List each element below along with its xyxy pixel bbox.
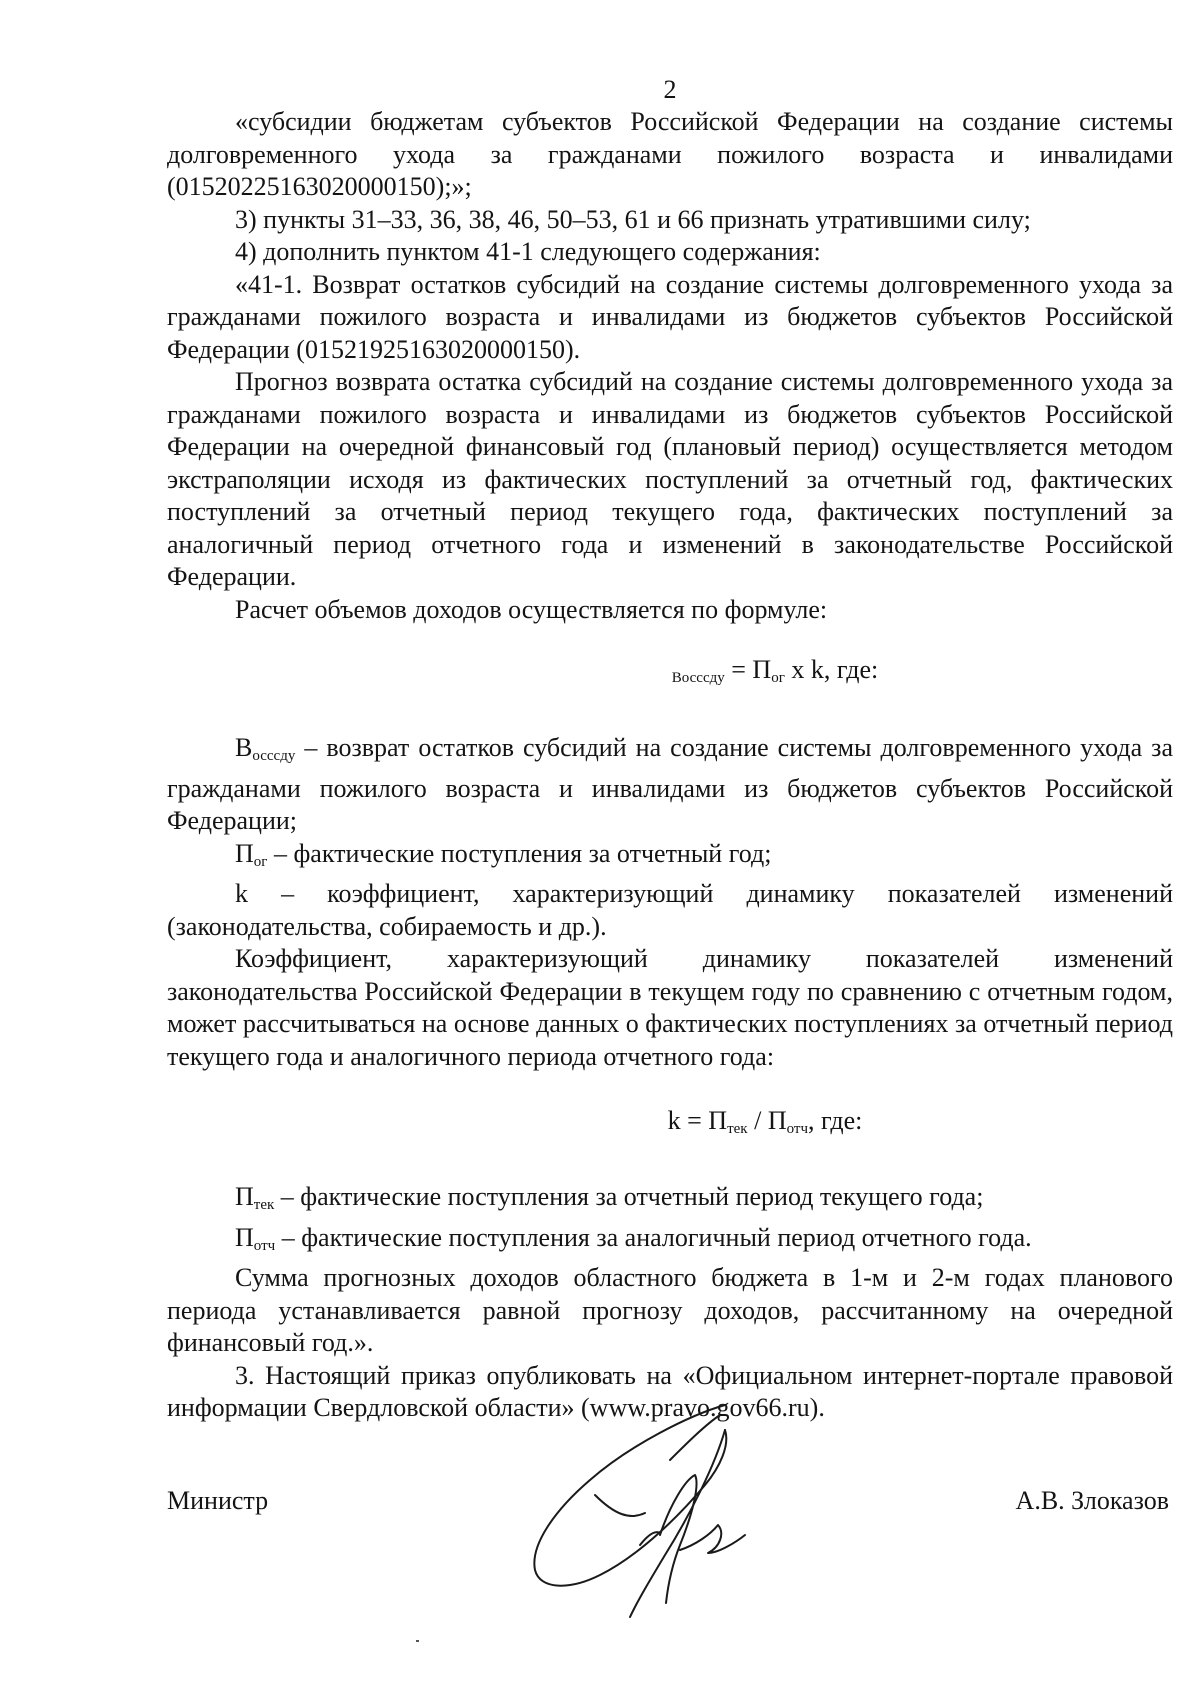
formula-subscript-tek: тек bbox=[727, 1121, 748, 1137]
formula-lhs-subscript: Воссcду bbox=[671, 670, 725, 686]
definition-symbol: П bbox=[235, 838, 254, 868]
paragraph-subsidies: «субсидии бюджетам субъектов Российской Федерации на создание системы долговременного ухода за гражданами пожилого возраста и инвалидами (01520225163020000150);»; bbox=[167, 107, 1173, 201]
definition-k: k – коэффициент, характеризующий динамику показателей изменений (законодательства, собираемость и др.). bbox=[167, 879, 1173, 941]
formula-return bbox=[167, 654, 1173, 694]
definition-subscript: ог bbox=[253, 853, 268, 870]
scan-speck bbox=[416, 1640, 419, 1642]
formula-rest: , где: bbox=[808, 1106, 863, 1135]
signatory-name: А.В. Злоказов bbox=[1015, 1485, 1169, 1515]
definition-ptek bbox=[167, 1181, 1173, 1222]
formula-subscript-otch: отч bbox=[786, 1121, 808, 1137]
definition-subscript: оссcду bbox=[252, 748, 296, 764]
definition-symbol: П bbox=[235, 1222, 254, 1252]
definition-pog bbox=[167, 838, 1173, 879]
page-number: 2 bbox=[663, 75, 677, 104]
paragraph-coefficient: Коэффициент, характеризующий динамику показателей изменений законодательства Российской Федерации в текущем году по сравнению с отчетным годом, может рассчитываться на основе данных о фактических поступлениях за отчетный период текущего года и аналогичного периода отчетного года: bbox=[167, 944, 1173, 1071]
definition-text: – фактические поступления за аналогичный период отчетного года. bbox=[275, 1222, 1032, 1252]
definition-text: – фактические поступления за отчетный год; bbox=[267, 838, 772, 868]
formula-p-subscript: ог bbox=[771, 670, 785, 686]
formula-divide: / П bbox=[747, 1106, 787, 1135]
document-body bbox=[167, 74, 1173, 1525]
formula-equals: = П bbox=[724, 655, 772, 684]
paragraph-41-1: «41-1. Возврат остатков субсидий на создание системы долговременного ухода за гражданами пожилого возраста и инвалидами из бюджетов субъектов Российской Федерации (01521925163020000150). bbox=[167, 269, 1173, 364]
paragraph-formula-intro: Расчет объемов доходов осуществляется по формуле: bbox=[235, 594, 828, 624]
paragraph-point-4: 4) дополнить пунктом 41-1 следующего содержания: bbox=[235, 237, 821, 266]
handwritten-signature bbox=[520, 1385, 800, 1625]
formula-rest: x k, где: bbox=[784, 655, 879, 684]
definition-text: – фактические поступления за отчетный период текущего года; bbox=[274, 1182, 984, 1211]
definition-vosscdu bbox=[167, 732, 1173, 838]
definition-potch bbox=[167, 1222, 1173, 1263]
definition-subscript: отч bbox=[253, 1237, 276, 1254]
paragraph-point-3: 3) пункты 31–33, 36, 38, 46, 50–53, 61 и 66 признать утратившими силу; bbox=[235, 204, 1031, 234]
definition-subscript: тек bbox=[253, 1197, 275, 1213]
definition-symbol: В bbox=[235, 733, 253, 762]
definition-text: – возврат остатков субсидий на создание системы долговременного ухода за гражданами пожилого возраста и инвалидами из бюджетов субъектов Российской Федерации; bbox=[167, 733, 1173, 835]
paragraph-forecast: Прогноз возврата остатка субсидий на создание системы долговременного ухода за гражданами пожилого возраста и инвалидами из бюджетов субъектов Российской Федерации на очередной финансовый год (плановый период) осуществляется методом экстраполяции исходя из фактических поступлений за отчетный год, фактических поступлений за отчетный период текущего года, фактических поступлений за аналогичный период отчетного года и изменений в законодательстве Российской Федерации. bbox=[167, 367, 1173, 591]
signatory-position: Министр bbox=[167, 1485, 269, 1515]
paragraph-publish: 3. Настоящий приказ опубликовать на «Официальном интернет-портале правовой информации Свердловской области» (www.pravo.gov66.ru). bbox=[167, 1360, 1173, 1422]
paragraph-forecast-sum: Сумма прогнозных доходов областного бюджета в 1-м и 2-м годах планового периода устанавливается равной прогнозу доходов, рассчитанному на очередной финансовый год.». bbox=[167, 1263, 1173, 1357]
formula-coefficient bbox=[167, 1105, 1173, 1145]
formula-k-lead: k = П bbox=[667, 1106, 728, 1135]
definition-symbol: П bbox=[235, 1182, 254, 1211]
